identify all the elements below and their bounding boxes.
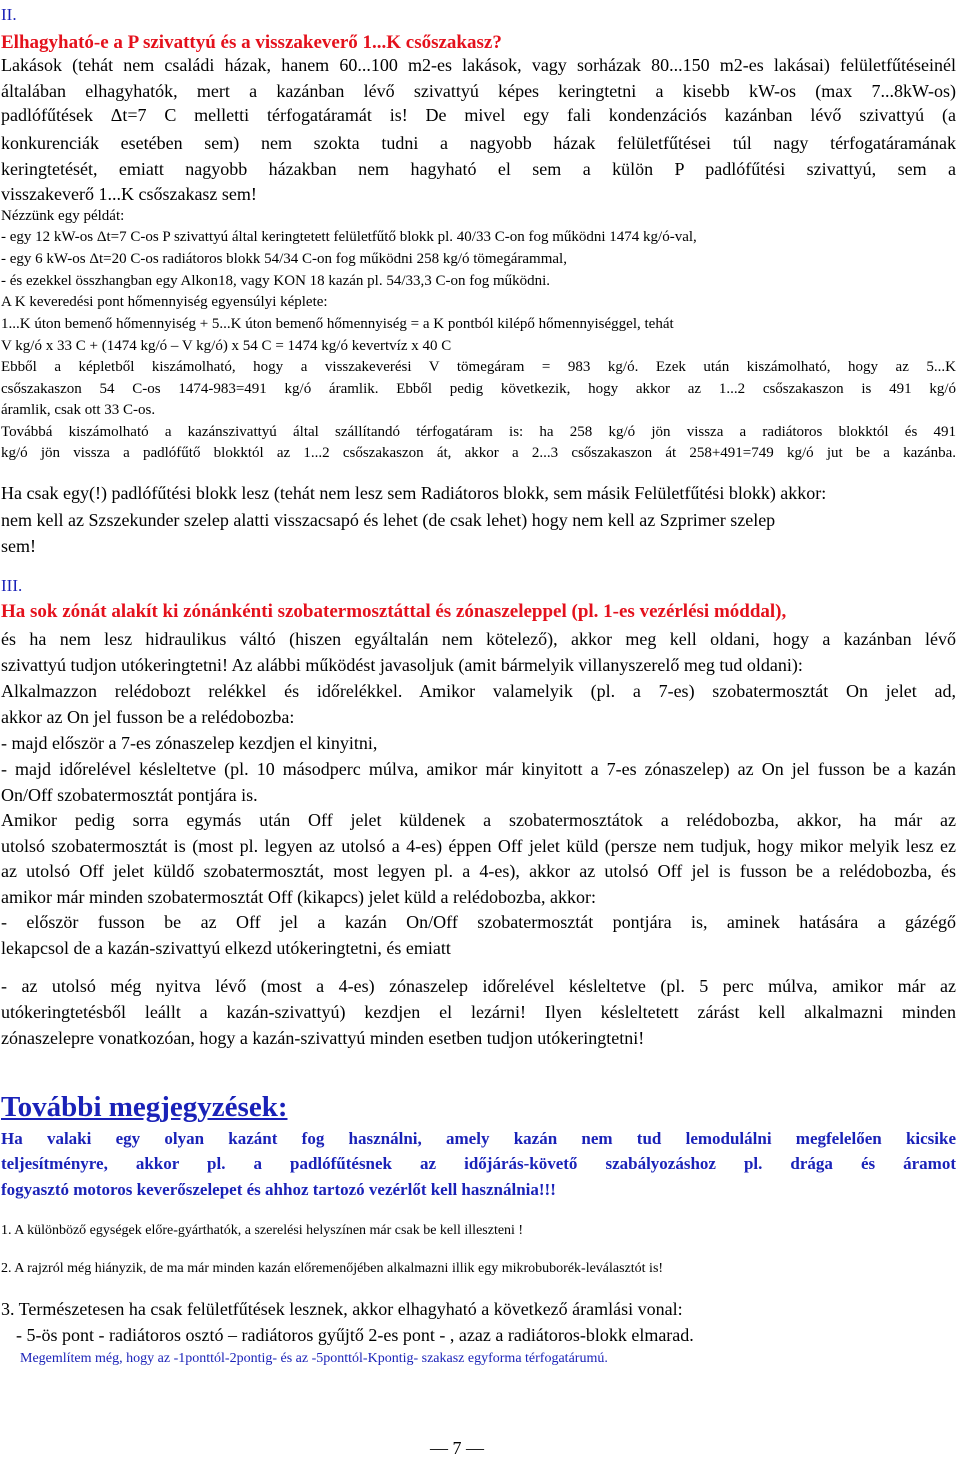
example-line: - egy 12 kW-os Δt=7 C-os P szivattyú által keringtetett felületfűtő blokk pl. 40/33 C-on fog működni 1474 kg/ó-val, — [1, 229, 697, 245]
example-line: - egy 6 kW-os Δt=20 C-os radiátoros blokk 54/34 C-on fog működni 258 kg/ó tömegárammal, — [1, 251, 567, 267]
step-line: zónaszelepre vonatkozóan, hogy a kazán-szivattyú minden esetben tudjon utókeringtetni! — [1, 1028, 645, 1048]
warning-line: Ha valaki egy olyan kazánt fog használni, amely kazán nem tud lemodulálni megfelelően kicsike — [1, 1129, 956, 1148]
formula-line: 1...K úton bemenő hőmennyiség + 5...K úton bemenő hőmennyiség = a K pontból kilépő hőmennyiséggel, tehát — [1, 316, 674, 332]
step-line: - majd időrelével késleltetve (pl. 10 másodperc múlva, amikor már kinyitott a 7-es zónaszelep) az On jel fusson be a kazán — [1, 759, 956, 779]
paragraph-line: és ha nem lesz hidraulikus váltó (hiszen egyáltalán nem kötelező), akkor meg kell oldani, hogy a kazánban lévő — [1, 629, 956, 649]
formula-line: V kg/ó x 33 C + (1474 kg/ó – V kg/ó) x 54 C = 1474 kg/ó kevertvíz x 40 C — [1, 338, 452, 354]
heading-ii-text: Elhagyható-e a P szivattyú és a visszakeverő 1...K csőszakasz? — [1, 32, 502, 53]
paragraph-line: konkurenciák esetében sem) nem szokta tudni a nagyobb házak felületfűtései túl nagy térfogatáramának — [1, 133, 956, 153]
paragraph-line: utolsó szobatermosztát is (most pl. legyen az utolsó a 4-es) éppen Off jelet küld (persze nem tudjuk, hogy mikor melyik lesz ez — [1, 836, 956, 856]
paragraph-line: az utolsó Off jelet küldő szobatermosztát, most legyen pl. a 4-es), akkor az utolsó Off jel is fusson be a relédobozba, és — [1, 861, 956, 881]
step-line: - először fusson be az Off jel a kazán On/Off szobatermosztát pontjára is, aminek hatására a gázégő — [1, 912, 956, 932]
note-item-1: 1. A különböző egységek előre-gyárthatók, a szerelési helyszínen már csak be kell illeszteni ! — [1, 1223, 524, 1238]
paragraph-line: szivattyú tudjon utókeringtetni! Az alábbi működést javasoljuk (amit bármelyik villanyszerelő meg tud oldani): — [1, 655, 803, 675]
paragraph-line: akkor az On jel fusson be a relédobozba: — [1, 707, 295, 727]
step-line: lekapcsol de a kazán-szivattyú elkezd utókeringtetni, és emiatt — [1, 938, 451, 958]
step-line: - majd először a 7-es zónaszelep kezdjen el kinyitni, — [1, 733, 378, 753]
section-heading-ii — [1, 33, 502, 52]
note-item-3-remark: Megemlítem még, hogy az -1ponttól-2pontig- és az -5ponttól-Kpontig- szakasz egyforma térfogatárumú. — [20, 1351, 608, 1366]
paragraph-line: Amikor pedig sorra egymás után Off jelet küldenek a szobatermosztátok a relédobozba, akkor, ha már az — [1, 810, 956, 830]
paragraph-line: visszakeverő 1...K csőszakasz sem! — [1, 184, 257, 204]
case-line: sem! — [1, 536, 36, 556]
note-item-3: 3. Természetesen ha csak felületfűtések lesznek, akkor elhagyható a következő áramlási vonal: — [1, 1299, 683, 1319]
paragraph-line: csőszakaszon 54 C-os 1474-983=491 kg/ó áramlik. Ebből pedig következik, hogy akkor az 1...2 csőszakaszon is 491 kg/ó — [1, 381, 956, 397]
note-item-3-sub: - 5-ös pont - radiátoros osztó – radiátoros gyűjtő 2-es pont - , azaz a radiátoros-blokk elmarad. — [16, 1325, 694, 1345]
paragraph-line: kg/ó jön vissza a padlófűtő blokktól az 1...2 csőszakaszon át, akkor a 2...3 csőszakaszon át 258+491=749 kg/ó jut be a kazánba. — [1, 445, 956, 461]
section-number-ii: II. — [1, 5, 17, 24]
warning-line: fogyasztó motoros keverőszelepet és ahhoz tartozó vezérlőt kell használnia!!! — [1, 1180, 556, 1199]
notes-title: További megjegyzések: — [1, 1091, 288, 1123]
paragraph-line: általában elhagyhatók, mert a kazánban lévő szivattyú képes keringtetni a kisebb kW-os (max 7...8kW-os) — [1, 81, 956, 101]
case-line: Ha csak egy(!) padlófűtési blokk lesz (tehát nem lesz sem Radiátoros blokk, sem másik Felületfűtési blokk) akkor: — [1, 483, 827, 503]
case-line: nem kell az Szszekunder szelep alatti visszacsapó és lehet (de csak lehet) hogy nem kell az Szprimer szelep — [1, 510, 776, 530]
paragraph-line: amikor már minden szobatermosztát Off (kikapcs) jelet küld a relédobozba, akkor: — [1, 887, 596, 907]
step-line: utókeringtetésből leállt a kazán-szivattyú) kezdjen el lezárni! Ilyen késleltetett zárást kell alkalmazni minden — [1, 1002, 956, 1022]
step-line: On/Off szobatermosztát pontjára is. — [1, 785, 258, 805]
paragraph-line: Ebből a képletből kiszámolható, hogy a visszakeverési V tömegáram = 983 kg/ó. Ezek után kiszámolható, hogy az 5...K — [1, 359, 956, 375]
paragraph-line: padlófűtések Δt=7 C melletti térfogatáramát is! De mivel egy fali kondenzációs kazánban lévő szivattyú (a — [1, 105, 956, 125]
example-label: Nézzünk egy példát: — [1, 208, 125, 224]
paragraph-line: Továbbá kiszámolható a kazánszivattyú által szállítandó térfogatáram is: ha 258 kg/ó jön vissza a radiátoros blokktól és 491 — [1, 424, 956, 440]
page-number: — 7 — — [430, 1438, 484, 1458]
step-line: - az utolsó még nyitva lévő (most a 4-es) zónaszelep időrelével késleltetve (pl. 5 perc múlva, amikor már az — [1, 976, 956, 996]
paragraph-line: Alkalmazzon relédobozt relékkel és időrelékkel. Amikor valamelyik (pl. a 7-es) szobatermosztát On jelet ad, — [1, 681, 956, 701]
formula-label: A K keveredési pont hőmennyiség egyensúlyi képlete: — [1, 294, 328, 310]
section-number-iii: III. — [1, 576, 23, 595]
paragraph-line: Lakások (tehát nem családi házak, hanem 60...100 m2-es lakások, vagy sorházak 80...150 m2-es lakásai) felületfűtéseinél — [1, 55, 956, 75]
example-line: - és ezekkel összhangban egy Alkon18, vagy KON 18 kazán pl. 54/33,3 C-on fog működni. — [1, 273, 551, 289]
warning-line: teljesítményre, akkor pl. a padlófűtésnek az időjárás-követő szabályozáshoz pl. drága és áramot — [1, 1154, 956, 1173]
paragraph-line: áramlik, csak ott 33 C-os. — [1, 402, 156, 418]
section-heading-iii: Ha sok zónát alakít ki zónánkénti szobatermosztáttal és zónaszeleppel (pl. 1-es vezérlési móddal), — [1, 601, 787, 622]
paragraph-line: keringtetését, emiatt nagyobb házakban nem hagyható el sem a külön P padlófűtési szivattyú, sem a — [1, 159, 956, 179]
note-item-2: 2. A rajzról még hiányzik, de ma már minden kazán előremenőjében alkalmazni illik egy mikrobuborék-leválasztót is! — [1, 1261, 664, 1276]
